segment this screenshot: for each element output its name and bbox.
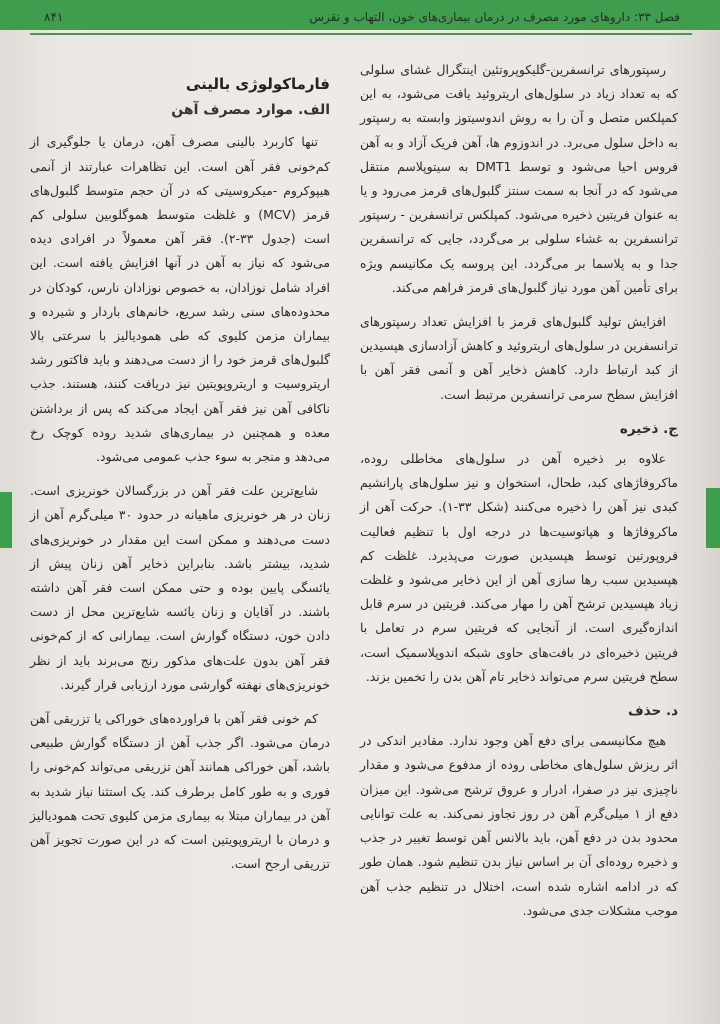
- left-column: [30, 72, 330, 887]
- paragraph: هیچ مکانیسمی برای دفع آهن وجود ندارد. مقادیر اندکی در اثر ریزش سلول‌های مخاطی روده از مدفوع می‌شود و مقدار ناچیزی نیز در صفرا، ادرار و عروق ترشح می‌شود. این میزان دفع از ۱ میلی‌گرم آهن در روز تجاوز نمی‌کند. به علت توانایی محدود بدن در دفع آهن، باید بالانس آهن توسط تغییر در جذب و ذخیره روده‌ای آن بر اساس نیاز بدن تنظیم شود. همان طور که در ادامه اشاره شده است، اختلال در تنظیم جذب آهن موجب مشکلات جدی می‌شود.: [360, 733, 678, 918]
- section-title: فارماکولوژی بالینی: [185, 75, 330, 93]
- paragraph: علاوه بر ذخیره آهن در سلول‌های مخاطلی روده، ماکروفاژهای کبد، طحال، استخوان و نیز سلول‌های پارانشیم کبدی نیز آهن را ذخیره می‌کنند (شکل ۳۳-۱). حرکت آهن از ماکروفاژها و هپاتوسیت‌ها در درجه اول با تنظیم فعالیت فروپورتین توسط هپسیدین صورت می‌پذیرد. غلظت کم هپسیدین سبب رها سازی آهن از این ذخایر می‌شود و غلظت زیاد هپسیدین ترشح آهن را مهار می‌کند. فریتین در سرم قابل اندازه‌گیری است. از آنجایی که فریتین سرم در تعامل با فریتین ذخیره‌ای در بافت‌های حاوی شبکه اندوپلاسمیک است، سطح فریتین سرم می‌تواند ذخایر تام آهن بدن را تخمین بزند.: [360, 451, 678, 684]
- paragraph: رسپتورهای ترانسفرین-گلیکوپروتئین اینتگرال غشای سلولی که به تعداد زیاد در سلول‌های اریتروئید یافت می‌شود، به این کمپلکس متصل و آن را به روش اندوسیتوز وابسته به رسپتور به داخل سلول می‌برد. در اندوزوم ها، آهن فریک آزاد و به آهن فروس احیا می‌شود و توسط DMT1 به سیتوپلاسم منتقل می‌شود که در آنجا به سمت سنتز گلبول‌های قرمز می‌رود و یا به عنوان فریتین ذخیره می‌شود. کمپلکس ترانسفرین - رسپتور ترانسفرین به غشاء سلولی بر می‌گردد، جایی که ترانسفرین جدا و به پلاسما بر می‌گردد. این پروسه یک مکانیسم ویژه برای تأمین آهن مورد نیاز گلبول‌های قرمز فراهم می‌کند.: [360, 62, 679, 295]
- paragraph: شایع‌ترین علت فقر آهن در بزرگسالان خونریزی است. زنان در هر خونریزی ماهیانه در حدود ۳۰ میلی‌گرم آهن از دست می‌دهند و ممکن است این مقدار در خونریزی‌های شدید، بیشتر باشد. بنابراین ذخایر آهن زنان پیش از یائسگی پایین بوده و حتی ممکن است فقر آهن داشته باشند. در آقایان و زنان یائسه شایع‌ترین محل از دست دادن خون، دستگاه گوارش است. بیمارانی که از کم‌خونی فقر آهن بدون علت‌های مذکور رنج می‌برند باید از نظر خونریزی‌های نهفته گوارشی مورد ارزیابی قرار گیرند.: [30, 483, 330, 692]
- thumb-index-tab-right: [706, 488, 720, 548]
- thumb-index-tab-left: [0, 492, 12, 548]
- header-rule: [30, 33, 692, 35]
- paragraph: کم خونی فقر آهن با فراورده‌های خوراکی یا تزریقی آهن درمان می‌شود. اگر جذب آهن از دستگاه گوارش طبیعی باشد، آهن خوراکی همانند آهن تزریقی می‌تواند کم‌خونی را فوری و به طور کامل برطرف کند. یک استثنا نیاز شدید به آهن در بیماران مبتلا به بیماری مزمن کلیوی تحت همودیالیز و درمان با اریتروپویتین است که در این صورت تجویز آهن تزریقی ارجح است.: [30, 711, 330, 872]
- subsection-title: الف. موارد مصرف آهن: [171, 102, 330, 119]
- right-column: [360, 58, 678, 933]
- page-number: ۸۴۱: [44, 10, 64, 24]
- elimination-heading: د. حذف: [628, 703, 678, 720]
- paragraph: افزایش تولید گلبول‌های قرمز با افزایش تعداد رسپتورهای ترانسفرین در سلول‌های اریتروئید و کاهش آزادسازی هپسیدین از کبد ارتباط دارد. کاهش ذخایر آهن و آنمی فقر آهن با افزایش سطح سرمی ترانسفرین مرتبط است.: [360, 314, 678, 402]
- paragraph: تنها کاربرد بالینی مصرف آهن، درمان یا جلوگیری از کم‌خونی فقر آهن است. این تظاهرات عبارتند از آنمی هیپوکروم -میکروسیتی که در آن حجم متوسط گلبول‌های قرمز (MCV) و غلظت متوسط هموگلوبین سلولی کم است (جدول ۳۳-۲). فقر آهن معمولاً در افرادی دیده می‌شود که نیاز به آهن در آنها افزایش یافته است. این افراد شامل نوزادان، به خصوص نوزادان نارس، کودکان در محدوده‌های سنی رشد سریع، خانم‌های باردار و شیرده و بیماران مزمن کلیوی که طی همودیالیز با سرعتی بالا گلبول‌های قرمز خود را از دست می‌دهند و باید فاکتور رشد اریتروسیت و اریتروپویتین نیز دریافت کنند، هستند. جذب ناکافی آهن نیز فقر آهن ایجاد می‌کند که پس از برداشتن معده و همچنین در بیماری‌های شدید روده کوچک رخ می‌دهد و منجر به سوء جذب عمومی می‌شود.: [30, 134, 330, 465]
- chapter-title: فصل ۳۳: داروهای مورد مصرف در درمان بیماری‌های خون، التهاب و نقرس: [309, 10, 680, 24]
- storage-heading: ج. ذخیره: [619, 420, 678, 437]
